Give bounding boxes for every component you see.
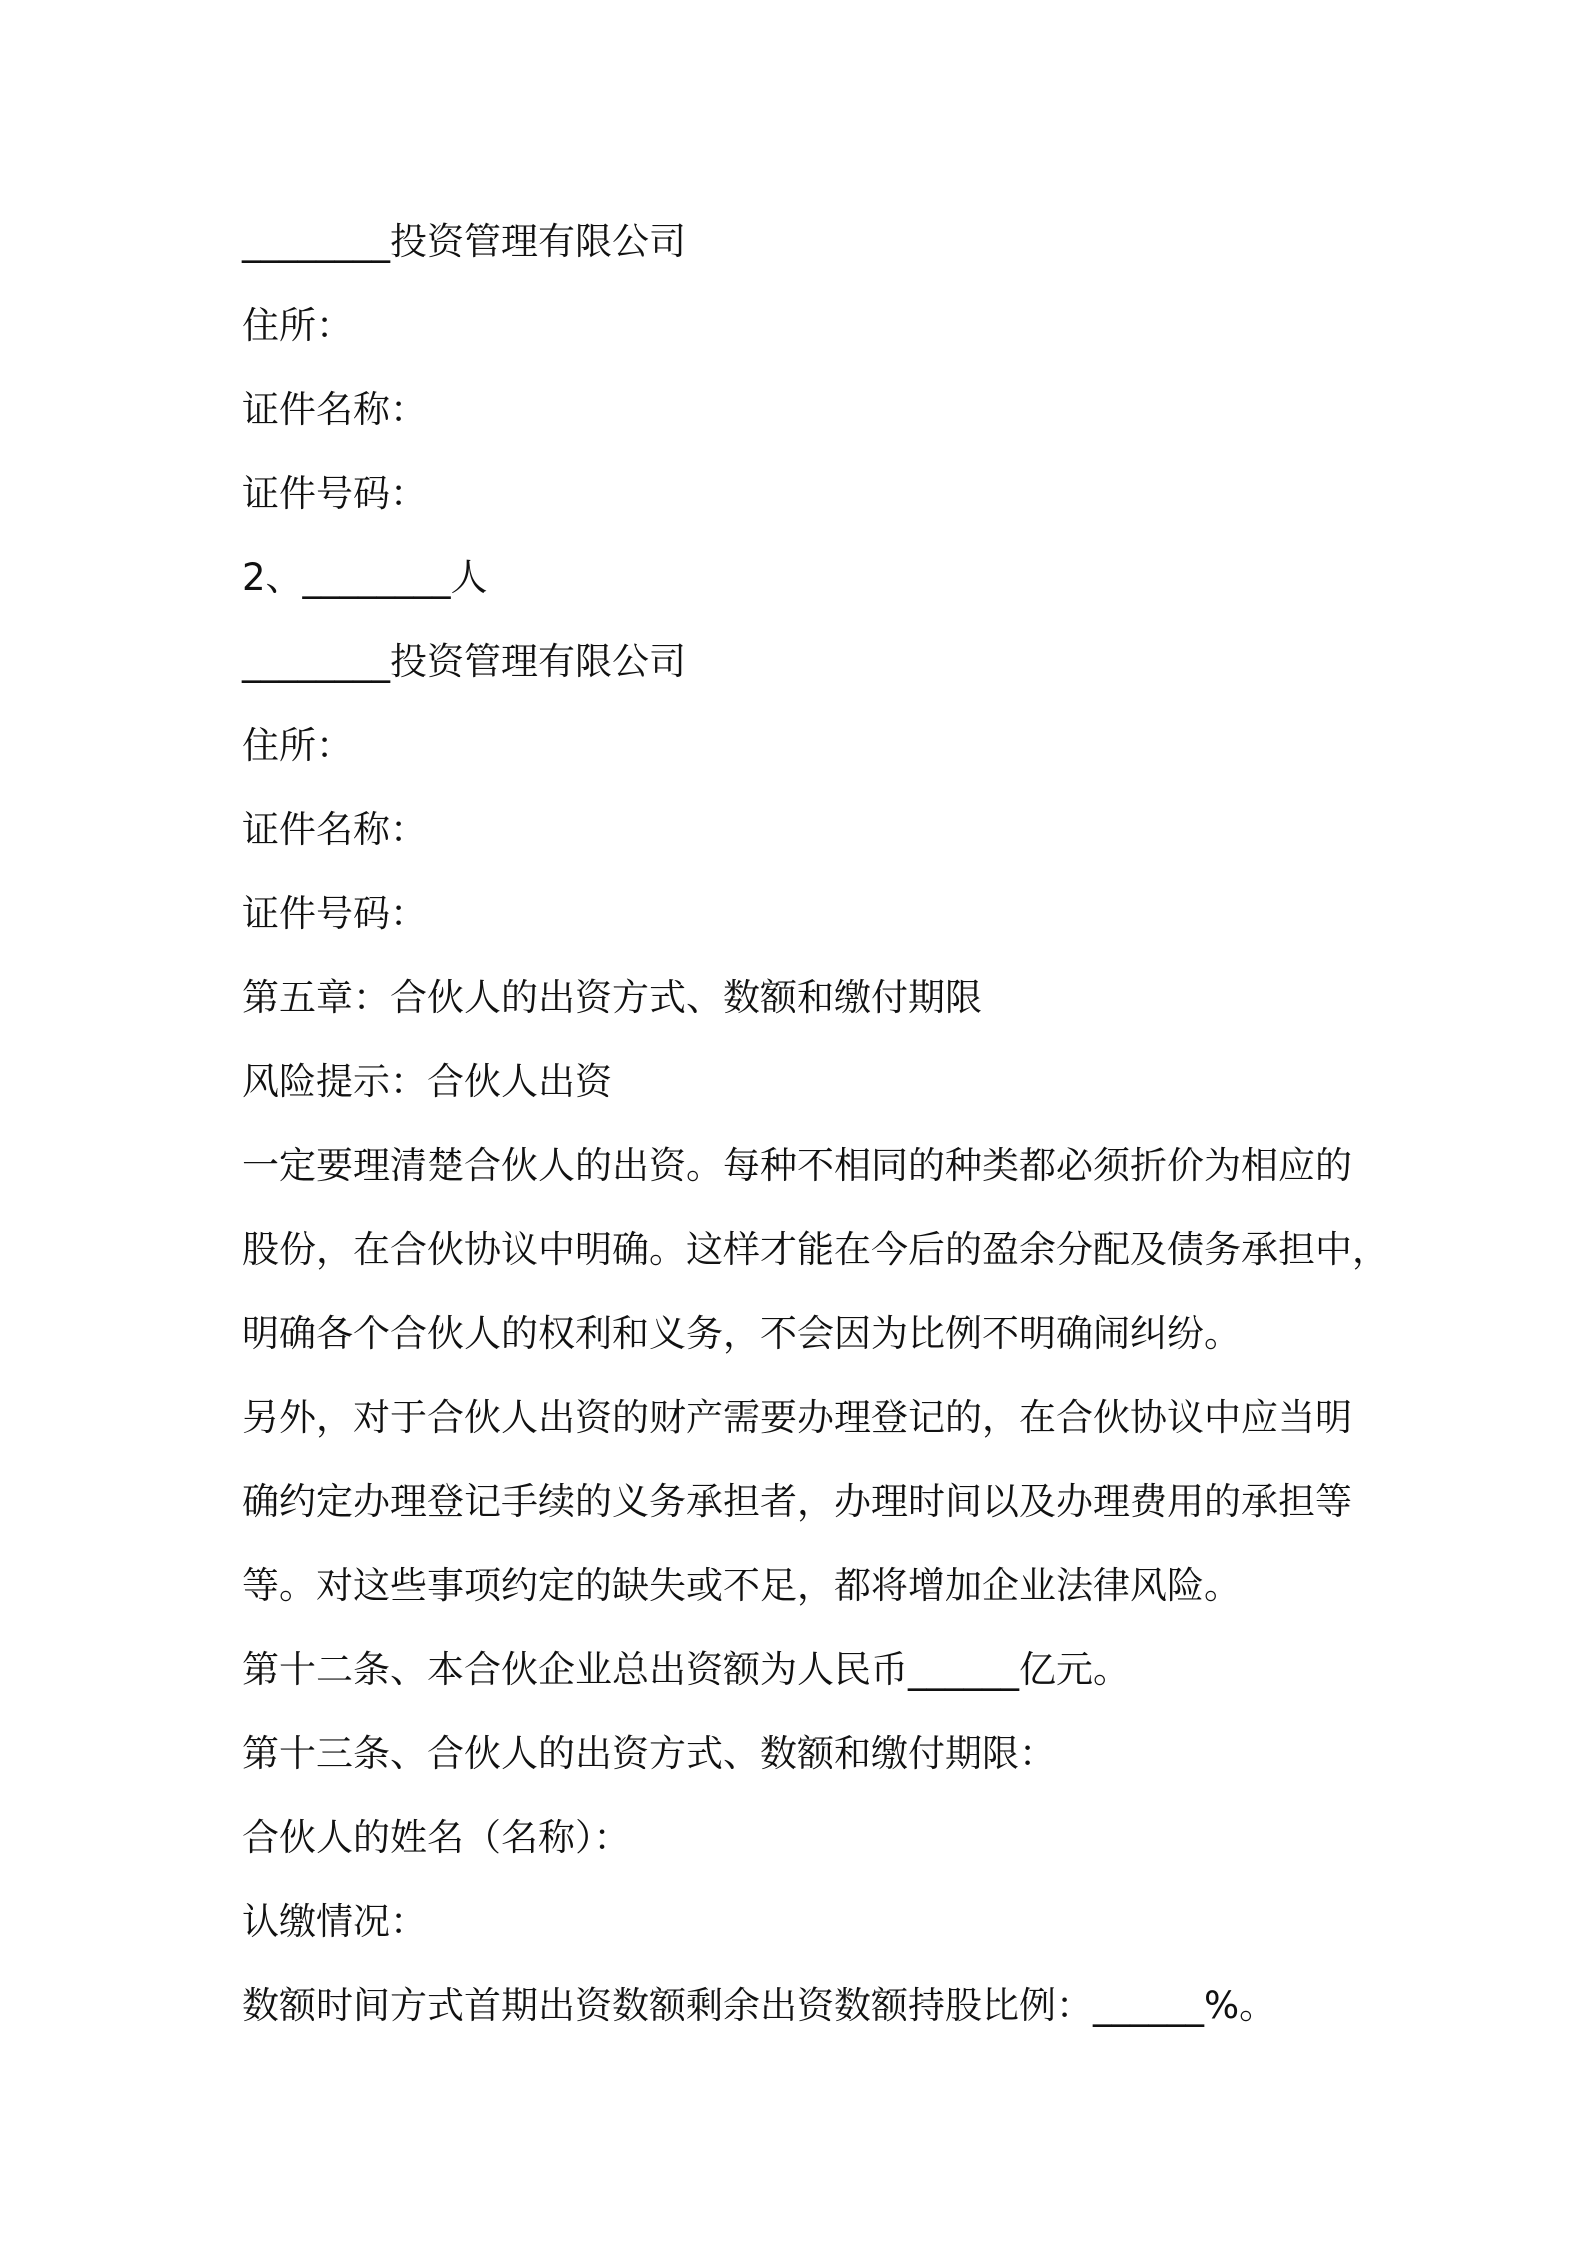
- risk-paragraph-2-line-1: 另外，对于合伙人出资的财产需要办理登记的，在合伙协议中应当明: [242, 1396, 1352, 1439]
- article-12: 第十二条、本合伙企业总出资额为人民币______亿元。: [242, 1648, 1130, 1691]
- risk-tip-heading: 风险提示：合伙人出资: [242, 1060, 612, 1103]
- chapter-5-heading: 第五章：合伙人的出资方式、数额和缴付期限: [242, 976, 982, 1019]
- risk-paragraph-1-line-2: 股份，在合伙协议中明确。这样才能在今后的盈余分配及债务承担中，: [242, 1228, 1389, 1271]
- id-type-label-1: 证件名称：: [242, 388, 427, 431]
- id-number-label-1: 证件号码：: [242, 472, 427, 515]
- company-name-line-1: ________投资管理有限公司: [242, 220, 686, 263]
- subscription-label: 认缴情况：: [242, 1900, 427, 1943]
- risk-paragraph-1-line-1: 一定要理清楚合伙人的出资。每种不相同的种类都必须折价为相应的: [242, 1144, 1352, 1187]
- id-number-label-2: 证件号码：: [242, 892, 427, 935]
- address-label-1: 住所：: [242, 304, 353, 347]
- id-type-label-2: 证件名称：: [242, 808, 427, 851]
- risk-paragraph-2-line-3: 等。对这些事项约定的缺失或不足，都将增加企业法律风险。: [242, 1564, 1241, 1607]
- document-body: [242, 200, 1389, 2048]
- subscription-details-line: 数额时间方式首期出资数额剩余出资数额持股比例：______%。: [242, 1984, 1277, 2027]
- company-name-line-2: ________投资管理有限公司: [242, 640, 686, 683]
- address-label-2: 住所：: [242, 724, 353, 767]
- article-13: 第十三条、合伙人的出资方式、数额和缴付期限：: [242, 1732, 1056, 1775]
- partner-name-label: 合伙人的姓名（名称）：: [242, 1816, 631, 1859]
- partner-2-heading: 2、________人: [242, 556, 488, 599]
- risk-paragraph-2-line-2: 确约定办理登记手续的义务承担者，办理时间以及办理费用的承担等: [242, 1480, 1352, 1523]
- risk-paragraph-1-line-3: 明确各个合伙人的权利和义务，不会因为比例不明确闹纠纷。: [242, 1312, 1241, 1355]
